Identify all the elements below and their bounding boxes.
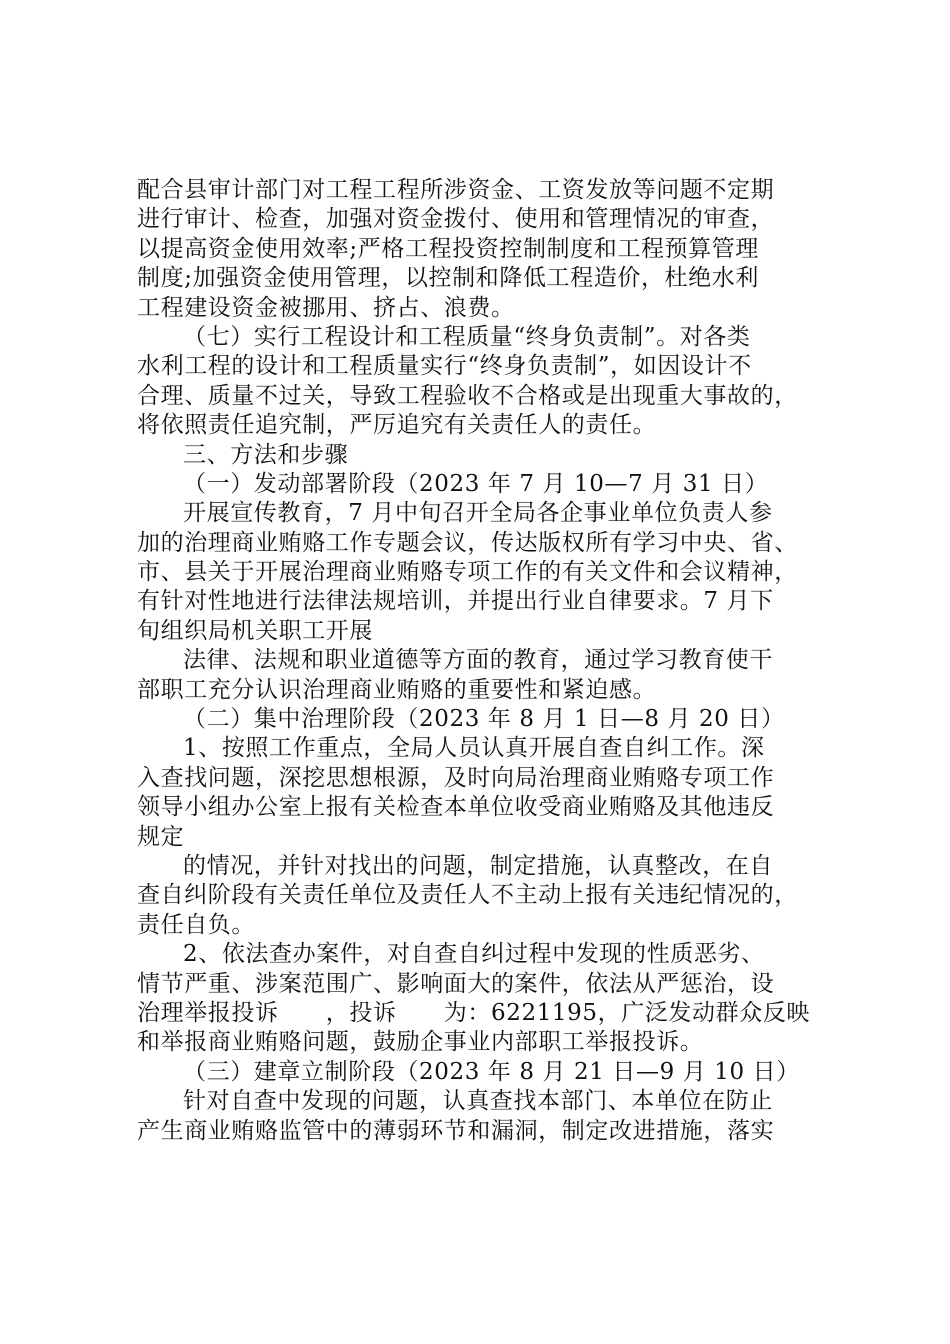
text-line: 三、方法和步骤 [183, 441, 349, 468]
text-line: 以提高资金使用效率;严格工程投资控制制度和工程预算管理 [137, 235, 759, 262]
text-line: 合理、质量不过关，导致工程验收不合格或是出现重大事故的， [137, 382, 798, 409]
text-line: （三）建章立制阶段（2023 年 8 月 21 日—9 月 10 日） [183, 1058, 800, 1085]
text-line: （七）实行工程设计和工程质量“终身负责制”。对各类 [183, 323, 751, 350]
text-line: 针对自查中发现的问题，认真查找本部门、本单位在防止 [183, 1088, 773, 1115]
text-line: 2、依法查办案件，对自查自纠过程中发现的性质恶劣、 [183, 941, 765, 968]
text-line: 旬组织局机关职工开展 [137, 617, 373, 644]
text-line: 责任自负。 [137, 911, 255, 938]
text-line: 情节严重、涉案范围广、影响面大的案件，依法从严惩治，设 [137, 970, 775, 997]
text-line: 水利工程的设计和工程质量实行“终身负责制”，如因设计不 [137, 353, 752, 380]
text-line: 产生商业贿赂监管中的薄弱环节和漏洞，制定改进措施，落实 [137, 1117, 775, 1144]
text-line: 将依照责任追究制，严厉追究有关责任人的责任。 [137, 412, 657, 439]
text-line: 有针对性地进行法律法规培训，并提出行业自律要求。7 月下 [137, 588, 774, 615]
text-line: （二）集中治理阶段（2023 年 8 月 1 日—8 月 20 日） [183, 706, 785, 733]
text-line: 制度;加强资金使用管理，以控制和降低工程造价，杜绝水利 [137, 265, 759, 292]
text-line: 开展宣传教育，7 月中旬召开全局各企事业单位负责人参 [183, 500, 773, 527]
text-line: （一）发动部署阶段（2023 年 7 月 10—7 月 31 日） [183, 470, 769, 497]
text-line: 的情况，并针对找出的问题，制定措施，认真整改，在自 [183, 852, 773, 879]
text-line: 部职工充分认识治理商业贿赂的重要性和紧迫感。 [137, 676, 657, 703]
text-line: 进行审计、检查，加强对资金拨付、使用和管理情况的审查， [137, 206, 775, 233]
text-line: 规定 [137, 823, 185, 850]
text-line: 查自纠阶段有关责任单位及责任人不主动上报有关违纪情况的， [137, 882, 798, 909]
text-line: 和举报商业贿赂问题，鼓励企事业内部职工举报投诉。 [137, 1029, 704, 1056]
text-line: 法律、法规和职业道德等方面的教育，通过学习教育使干 [183, 647, 773, 674]
text-line: 入查找问题，深挖思想根源，及时向局治理商业贿赂专项工作 [137, 764, 775, 791]
text-line: 领导小组办公室上报有关检查本单位收受商业贿赂及其他违反 [137, 794, 775, 821]
text-line: 加的治理商业贿赂工作专题会议，传达版权所有学习中央、省、 [137, 529, 798, 556]
document-body [137, 176, 837, 1146]
text-line: 治理举报投诉 ，投诉 为：6221195，广泛发动群众反映 [137, 999, 811, 1026]
text-line: 1、按照工作重点，全局人员认真开展自查自纠工作。深 [183, 735, 765, 762]
text-line: 工程建设资金被挪用、挤占、浪费。 [137, 294, 515, 321]
text-line: 配合县审计部门对工程工程所涉资金、工资发放等问题不定期 [137, 177, 775, 203]
text-line: 市、县关于开展治理商业贿赂专项工作的有关文件和会议精神， [137, 559, 798, 586]
